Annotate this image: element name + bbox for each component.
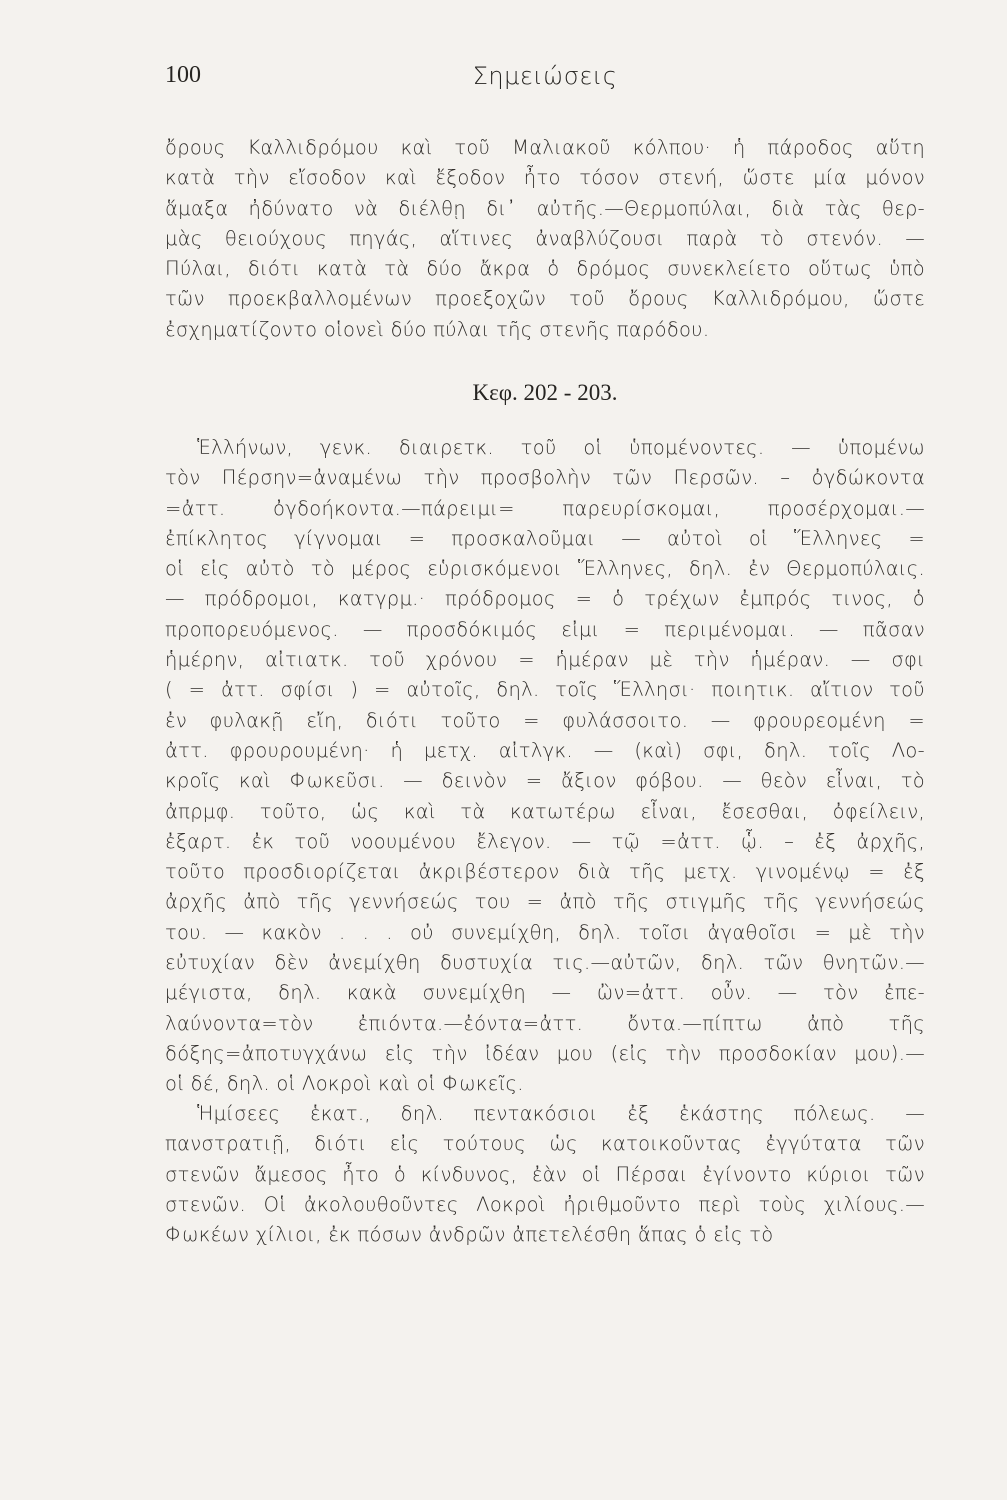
text-line: Ἑλλήνων, γενκ. διαιρετκ. τοῦ οἱ ὑπομένοντες. — ὑπομένω — [197, 436, 925, 459]
running-title: Σημειώσεις — [472, 62, 618, 90]
text-line: ἀρχῆς ἀπὸ τῆς γεννήσεώς του = ἀπὸ τῆς στιγμῆς τῆς γεννήσεώς — [165, 890, 925, 914]
page-header — [165, 62, 925, 102]
text-line: ἐσχηματίζοντο οἱονεὶ δύο πύλαι τῆς στενῆς παρόδου. — [165, 317, 710, 341]
text-line: λαύνοντα=τὸν ἐπιόντα.—ἐόντα=ἀττ. ὄντα.—πίπτω ἀπὸ τῆς — [165, 1011, 925, 1035]
text-line: ἀττ. φρουρουμένη· ἡ μετχ. αἰτλγκ. — (καὶ) σφι, δηλ. τοῖς Λο- — [165, 738, 925, 762]
text-line: ὄρους Καλλιδρόμου καὶ τοῦ Μαλιακοῦ κόλπου· ἡ πάροδος αὕτη — [165, 136, 925, 159]
text-line: Φωκέων χίλιοι, ἐκ πόσων ἀνδρῶν ἀπετελέσθη ἅπας ὁ εἰς τὸ — [165, 1223, 774, 1247]
text-line: προπορευόμενος. — προσδόκιμός εἰμι = περιμένομαι. — πᾶσαν — [165, 617, 925, 641]
text-line: κατὰ τὴν εἴσοδον καὶ ἔξοδον ἦτο τόσον στενή, ὥστε μία μόνον — [165, 166, 925, 190]
text-line: ἐξαρτ. ἐκ τοῦ νοουμένου ἔλεγον. — τῷ =ἀττ. ᾧ. – ἐξ ἀρχῆς, — [165, 829, 925, 853]
section-heading: Κεφ. 202 - 203. — [472, 380, 618, 405]
page-number: 100 — [165, 62, 201, 88]
text-line: ἡμέρην, αἰτιατκ. τοῦ χρόνου = ἡμέραν μὲ τὴν ἡμέραν. — σφι — [165, 648, 925, 672]
text-line: μὰς θειούχους πηγάς, αἵτινες ἀναβλύζουσι παρὰ τὸ στενόν. — — [165, 226, 925, 250]
text-line: τοῦτο προσδιορίζεται ἀκριβέστερον διὰ τῆς μετχ. γινομένῳ = ἐξ — [165, 860, 925, 884]
text-line: κροῖς καὶ Φωκεῦσι. — δεινὸν = ἄξιον φόβου. — θεὸν εἶναι, τὸ — [165, 769, 925, 793]
paragraph-3 — [165, 1099, 925, 1250]
text-line: — πρόδρομοι, κατγρμ.· πρόδρομος = ὁ τρέχων ἐμπρός τινος, ὁ — [165, 587, 925, 611]
text-line: οἱ εἰς αὐτὸ τὸ μέρος εὑρισκόμενοι Ἕλληνες, δηλ. ἐν Θερμοπύλαις. — [165, 557, 925, 581]
text-line: στενῶν ἄμεσος ἦτο ὁ κίνδυνος, ἐὰν οἱ Πέρσαι ἐγίνοντο κύριοι τῶν — [165, 1162, 925, 1186]
text-line: ἐπίκλητος γίγνομαι = προσκαλοῦμαι — αὐτοὶ οἱ Ἕλληνες = — [165, 526, 925, 550]
text-line: τῶν προεκβαλλομένων προεξοχῶν τοῦ ὄρους Καλλιδρόμου, ὥστε — [165, 287, 925, 311]
text-line: δόξης=ἀποτυγχάνω εἰς τὴν ἰδέαν μου (εἰς τὴν προσδοκίαν μου).— — [165, 1041, 925, 1065]
text-line: =ἀττ. ὀγδοήκοντα.—πάρειμι= παρευρίσκομαι, προσέρχομαι.— — [165, 496, 925, 520]
text-line: πανστρατιῇ, διότι εἰς τούτους ὡς κατοικοῦντας ἐγγύτατα τῶν — [165, 1132, 925, 1156]
text-line: εὐτυχίαν δὲν ἀνεμίχθη δυστυχία τις.—αὐτῶν, δηλ. τῶν θνητῶν.— — [165, 951, 925, 975]
text-line: μέγιστα, δηλ. κακὰ συνεμίχθη — ὢν=ἀττ. οὖν. — τὸν ἐπε- — [165, 981, 925, 1005]
text-line: ἅμαξα ἠδύνατο νὰ διέλθῃ δι᾿ αὐτῆς.—Θερμοπύλαι, διὰ τὰς θερ- — [165, 196, 925, 220]
paragraph-2 — [165, 433, 925, 1100]
text-line: ἐν φυλακῇ εἴη, διότι τοῦτο = φυλάσσοιτο. — φρουρεομένη = — [165, 708, 925, 732]
paragraph-1 — [165, 133, 925, 345]
text-line: τὸν Πέρσην=ἀναμένω τὴν προσβολὴν τῶν Περσῶν. – ὀγδώκοντα — [165, 466, 925, 490]
text-line: ἀπρμφ. τοῦτο, ὡς καὶ τὰ κατωτέρω εἶναι, ἔσεσθαι, ὀφείλειν, — [165, 799, 925, 823]
text-line: Πύλαι, διότι κατὰ τὰ δύο ἄκρα ὁ δρόμος συνεκλείετο οὕτως ὑπὸ — [165, 257, 925, 281]
text-line: ( = ἀττ. σφίσι ) = αὐτοῖς, δηλ. τοῖς Ἕλλησι· ποιητικ. αἴτιον τοῦ — [165, 678, 925, 702]
text-line: του. — κακὸν . . . οὐ συνεμίχθη, δηλ. τοῖσι ἀγαθοῖσι = μὲ τὴν — [165, 920, 925, 944]
text-line: στενῶν. Οἱ ἀκολουθοῦντες Λοκροὶ ἠριθμοῦντο περὶ τοὺς χιλίους.— — [165, 1192, 925, 1216]
text-line: Ἡμίσεες ἑκατ., δηλ. πεντακόσιοι ἐξ ἑκάστης πόλεως. — — [197, 1102, 925, 1125]
text-line: οἱ δέ, δηλ. οἱ Λοκροὶ καὶ οἱ Φωκεῖς. — [165, 1072, 524, 1096]
